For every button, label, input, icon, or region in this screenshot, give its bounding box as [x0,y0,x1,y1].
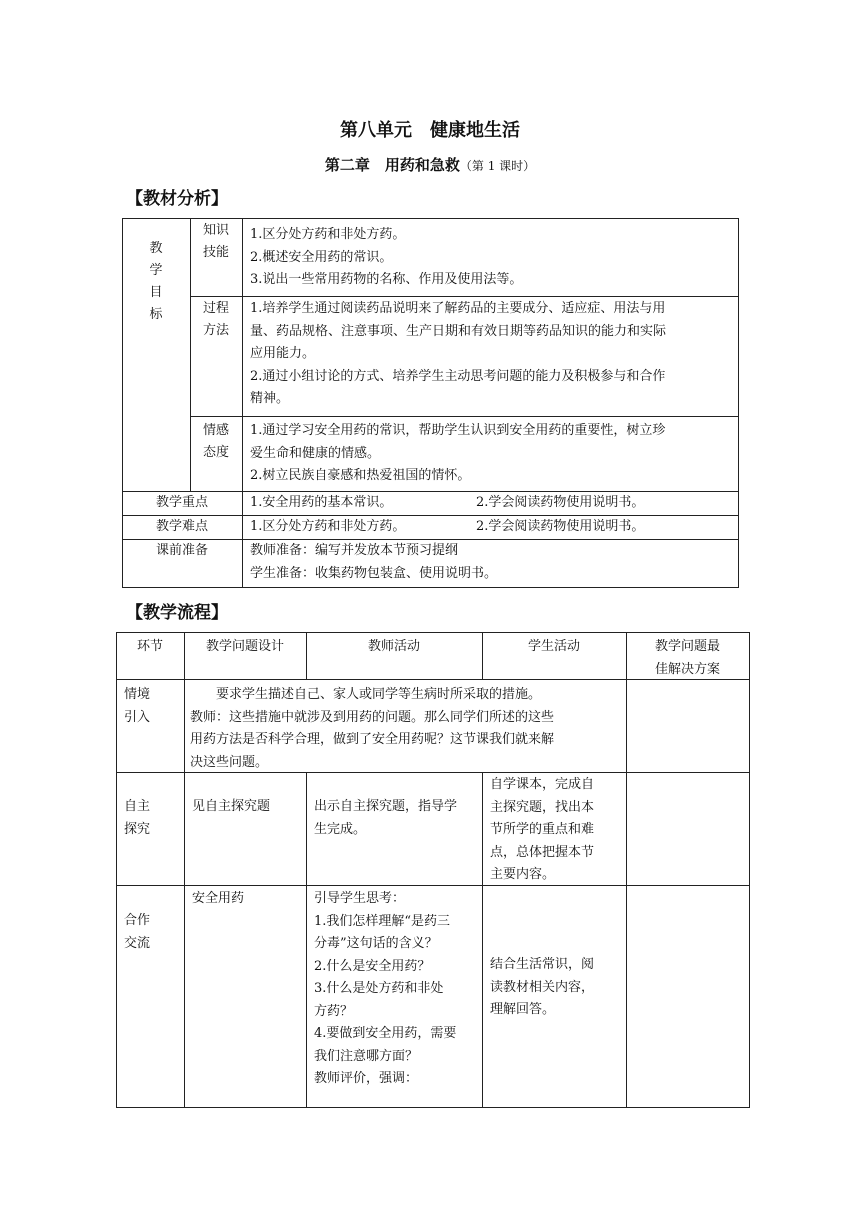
key-points-label: 教学重点 [155,495,208,510]
cooperation-student: 结合生活常识，阅 读教材相关内容， 理解回答。 [490,957,595,1017]
knowledge-skill-label: 知识 技能 [202,223,229,260]
preparation-label: 课前准备 [155,543,208,558]
cooperation-teacher: 引导学生思考： 1.我们怎样理解“是药三 分毒”这句话的含义？ 2.什么是安全用药？ 3.什么是处方药和非处 方药？ 4.要做到安全用药，需要 我们注意哪方面？ 教师评价，强调： [314,891,457,1086]
difficulties-label: 教学难点 [155,519,208,534]
self-study-teacher: 出示自主探究题，指导学 生完成。 [314,799,458,837]
section-heading-flow: 【教学流程】 [126,603,228,623]
intro-stage: 情境 引入 [124,687,151,725]
header-solution: 教学问题最 佳解决方案 [654,639,720,677]
header-student: 学生活动 [527,639,580,654]
key-point-2: 2.学会阅读药物使用说明书。 [476,495,645,510]
intro-content: 要求学生描述自己、家人或同学等生病时所采取的措施。 教师：这些措施中就涉及到用药的问题。那么同学们所述的这些 用药方法是否科学合理，做到了安全用药呢？这节课我们就来解 决这些问题。 [190,687,555,770]
self-study-stage: 自主 探究 [124,799,151,837]
self-study-design: 见自主探究题 [192,799,271,814]
header-teacher: 教师活动 [367,639,420,654]
section-heading-analysis: 【教材分析】 [126,189,228,209]
cooperation-design: 安全用药 [192,891,245,906]
preparation-content: 教师准备：编写并发放本节预习提纲 学生准备：收集药物包装盒、使用说明书。 [250,543,498,581]
emotion-attitude-label: 情感 态度 [202,423,229,460]
header-design: 教学问题设计 [205,639,284,654]
difficulty-2: 2.学会阅读药物使用说明书。 [476,519,645,534]
chapter-subtitle: 第二章 用药和急救（第 1 课时） [324,156,536,174]
difficulty-1: 1.区分处方药和非处方药。 [250,519,406,534]
self-study-student: 自学课本，完成自 主探究题，找出本 节所学的重点和难 点，总体把握本节 主要内容。 [490,777,595,882]
knowledge-skill-content: 1.区分处方药和非处方药。 2.概述安全用药的常识。 3.说出一些常用药物的名称、作用及使用法等。 [250,227,523,287]
page-title: 第八单元 健康地生活 [340,120,520,141]
process-method-label: 过程 方法 [202,301,229,338]
teaching-goals-label: 教 学 目 标 [149,241,163,322]
process-method-content: 1.培养学生通过阅读药品说明来了解药品的主要成分、适应症、用法与用 量、药品规格、注意事项、生产日期和有效日期等药品知识的能力和实际 应用能力。 2.通过小组讨论的方式、培养学生主动思考问题的能力及积极参与和合作 精神。 [250,301,667,406]
cooperation-stage: 合作 交流 [124,913,151,951]
emotion-attitude-content: 1.通过学习安全用药的常识，帮助学生认识到安全用药的重要性，树立珍 爱生命和健康的情感。 2.树立民族自豪感和热爱祖国的情怀。 [250,423,666,483]
key-point-1: 1.安全用药的基本常识。 [250,495,393,510]
header-stage: 环节 [136,639,163,654]
